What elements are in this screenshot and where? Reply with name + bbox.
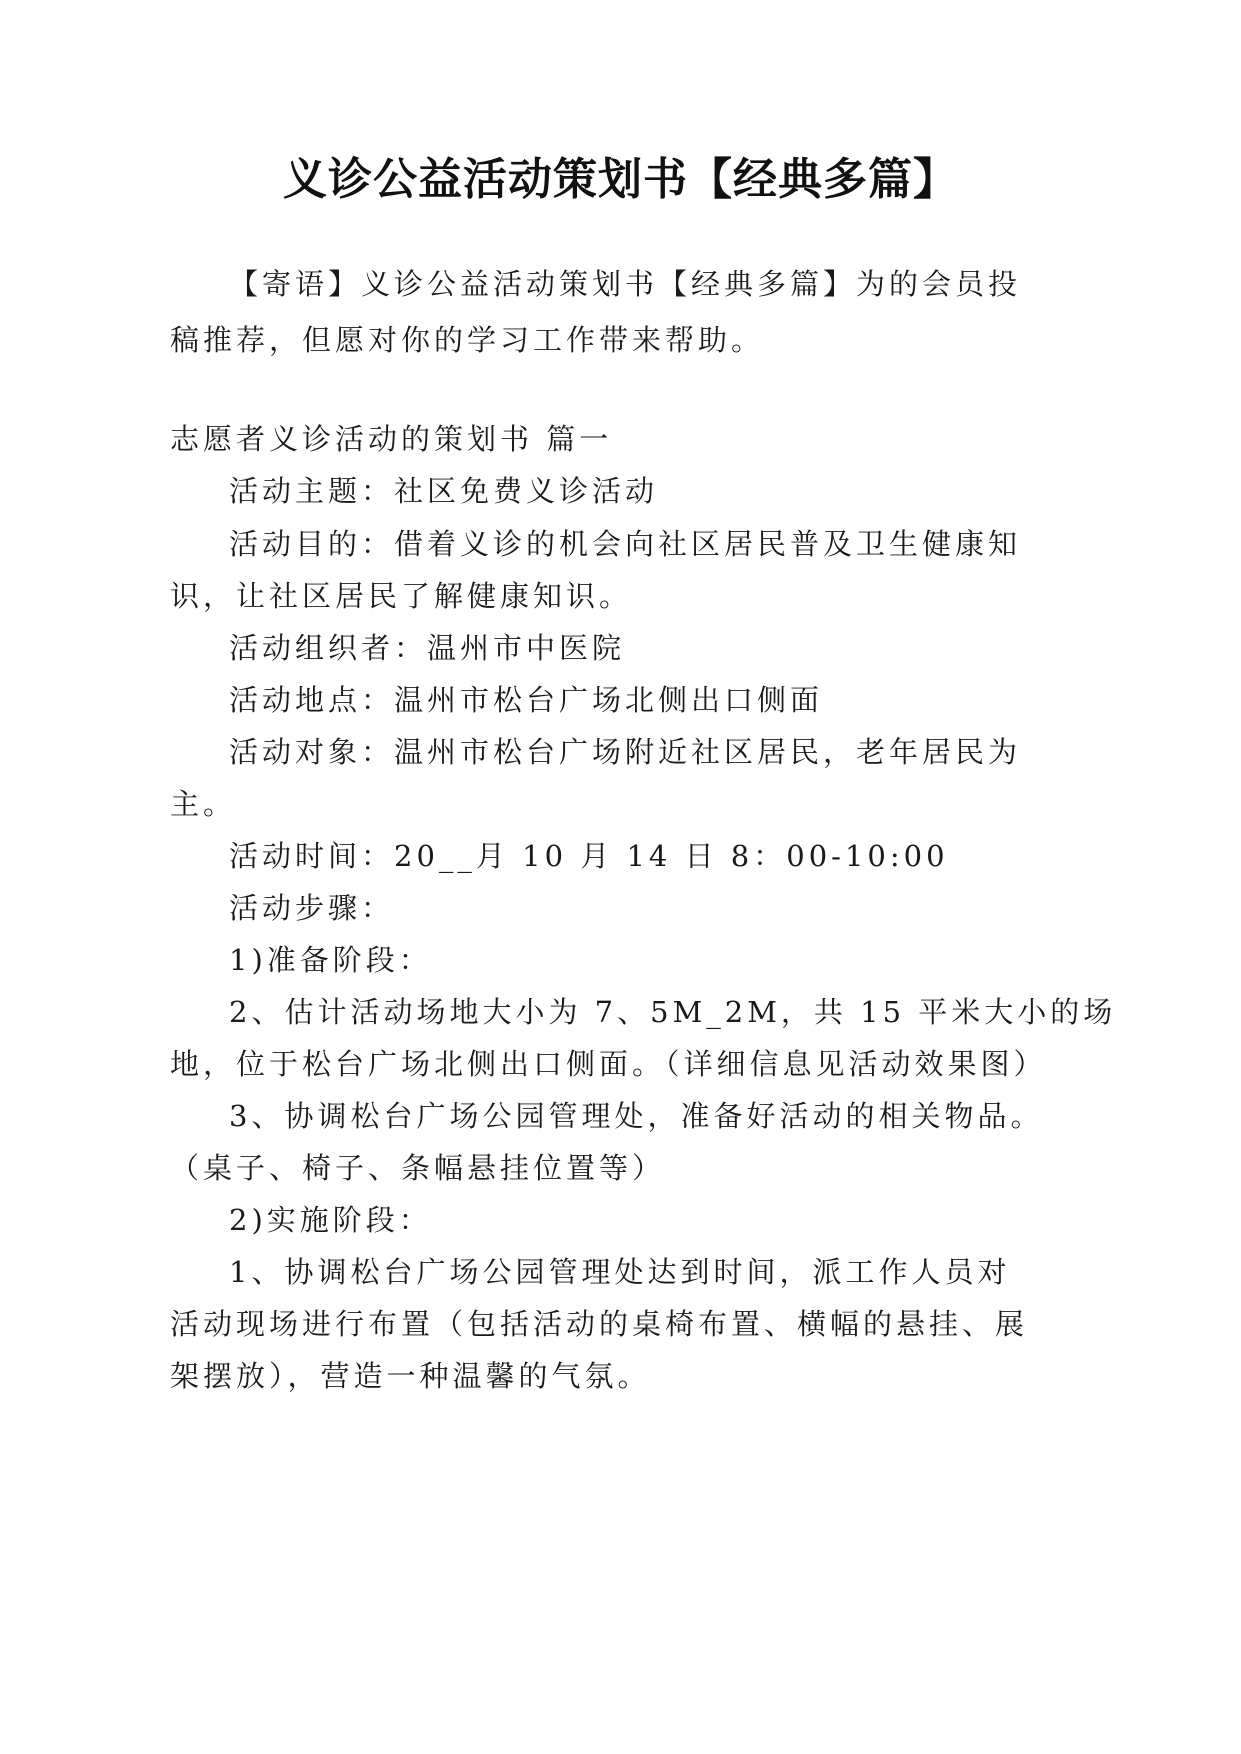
- paragraph-line: 2)实施阶段：: [229, 1203, 432, 1237]
- paragraph-line: 1)准备阶段：: [229, 943, 432, 977]
- paragraph-line: 3、协调松台广场公园管理处，准备好活动的相关物品。: [229, 1099, 1044, 1133]
- paragraph-line: （桌子、椅子、条幅悬挂位置等）: [170, 1151, 666, 1185]
- paragraph-line: 主。: [170, 787, 237, 821]
- intro-line: 稿推荐，但愿对你的学习工作带来帮助。: [170, 323, 765, 357]
- section-heading: 志愿者义诊活动的策划书 篇一: [170, 422, 613, 456]
- paragraph-line: 识，让社区居民了解健康知识。: [170, 579, 633, 613]
- paragraph-line: 活动主题：社区免费义诊活动: [229, 474, 659, 508]
- paragraph-line: 活动组织者：温州市中医院: [229, 631, 626, 665]
- paragraph-line: 地，位于松台广场北侧出口侧面。（详细信息见活动效果图）: [170, 1047, 1047, 1081]
- intro-line: 【寄语】义诊公益活动策划书【经典多篇】为的会员投: [229, 267, 1022, 301]
- paragraph-line: 活动时间：20__月 10 月 14 日 8：00-10:00: [229, 839, 949, 873]
- paragraph-line: 2、估计活动场地大小为 7、5M_2M，共 15 平米大小的场: [229, 995, 1117, 1029]
- document-title: 义诊公益活动策划书【经典多篇】: [283, 154, 958, 205]
- paragraph-line: 活动现场进行布置（包括活动的桌椅布置、横幅的悬挂、展: [170, 1307, 1029, 1341]
- paragraph-line: 活动对象：温州市松台广场附近社区居民，老年居民为: [229, 735, 1022, 769]
- paragraph-line: 1、协调松台广场公园管理处达到时间，派工作人员对: [229, 1255, 1011, 1289]
- paragraph-line: 活动目的：借着义诊的机会向社区居民普及卫生健康知: [229, 527, 1022, 561]
- paragraph-line: 架摆放），营造一种温馨的气氛。: [170, 1359, 651, 1393]
- paragraph-line: 活动步骤：: [229, 891, 395, 925]
- paragraph-line: 活动地点：温州市松台广场北侧出口侧面: [229, 683, 824, 717]
